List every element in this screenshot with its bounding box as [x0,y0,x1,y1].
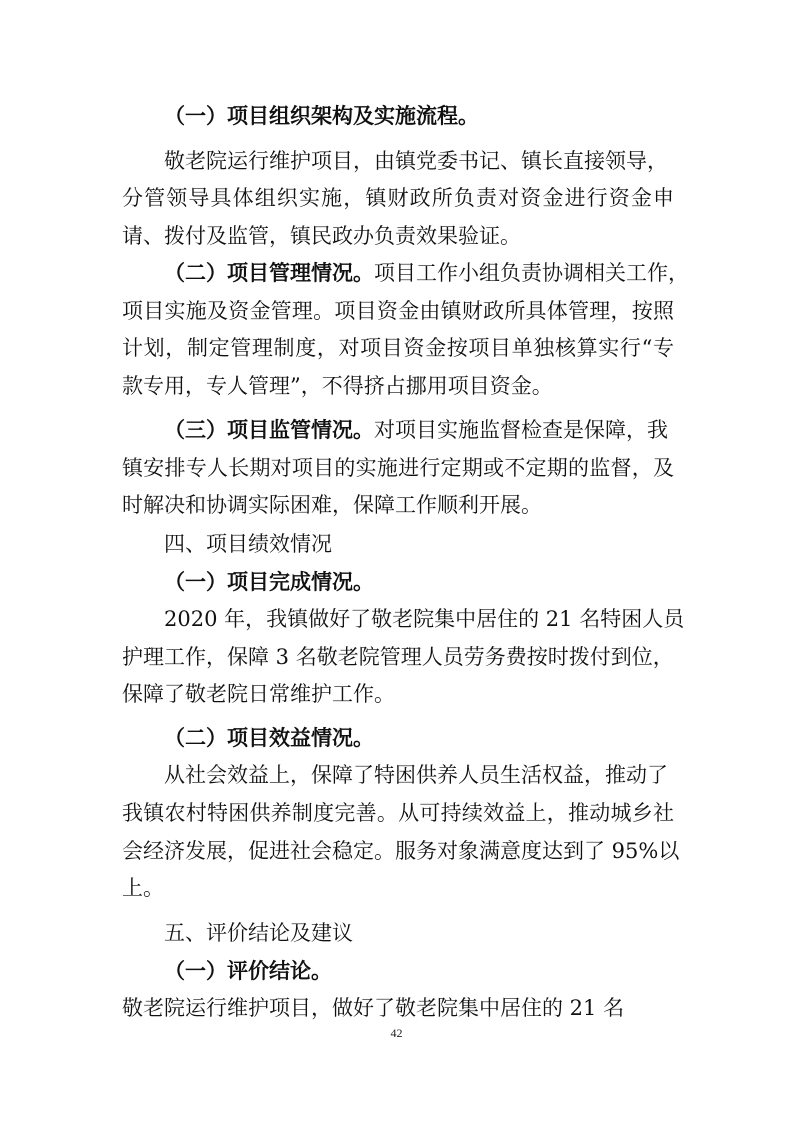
paragraph-line: 分管领导具体组织实施，镇财政所负责对资金进行资金申 [122,186,674,210]
paragraph-line: 上。 [122,876,164,900]
paragraph-line: 镇安排专人长期对项目的实施进行定期或不定期的监督，及 [122,456,674,480]
paragraph-line: 会经济发展，促进社会稳定。服务对象满意度达到了 95%以 [122,839,680,863]
paragraph-line: 请、拨付及监管，镇民政办负责效果验证。 [122,224,521,248]
paragraph-line: 敬老院运行维护项目，做好了敬老院集中居住的 21 名 [122,996,625,1020]
paragraph-line-supervision: （三）项目监管情况。对项目实施监督检查是保障，我 [164,418,668,442]
paragraph-line: 从社会效益上，保障了特困供养人员生活权益，推动了 [164,763,668,787]
subheading-management: （二）项目管理情况。 [164,261,374,285]
heading-org-structure: （一）项目组织架构及实施流程。 [164,104,479,128]
project-name-text: 敬老院运行维护项目， [122,996,332,1020]
paragraph-line: 保障了敬老院日常维护工作。 [122,682,395,706]
paragraph-line: 敬老院运行维护项目，由镇党委书记、镇长直接领导， [164,149,668,173]
section-heading-conclusion: 五、评价结论及建议 [164,921,353,945]
paragraph-line: 款专用，专人管理”，不得挤占挪用项目资金。 [122,374,553,398]
subheading-supervision: （三）项目监管情况。 [164,418,374,442]
paragraph-line: 2020 年，我镇做好了敬老院集中居住的 21 名特困人员 [164,607,685,631]
paragraph-line-management: （二）项目管理情况。项目工作小组负责协调相关工作， [164,261,689,285]
heading-evaluation-conclusion: （一）评价结论。 [164,959,332,983]
heading-benefits: （二）项目效益情况。 [164,726,374,750]
paragraph-line: 计划，制定管理制度，对项目资金按项目单独核算实行“专 [122,336,674,360]
paragraph-line: 时解决和协调实际困难，保障工作顺利开展。 [122,493,542,517]
paragraph-line: 项目实施及资金管理。项目资金由镇财政所具体管理，按照 [122,299,674,323]
page-number: 42 [390,1026,403,1040]
heading-completion: （一）项目完成情况。 [164,570,374,594]
paragraph-line: 护理工作，保障 3 名敬老院管理人员劳务费按时拨付到位， [122,645,674,669]
section-heading-performance: 四、项目绩效情况 [164,532,332,556]
paragraph-line: 我镇农村特困供养制度完善。从可持续效益上，推动城乡社 [122,801,674,825]
